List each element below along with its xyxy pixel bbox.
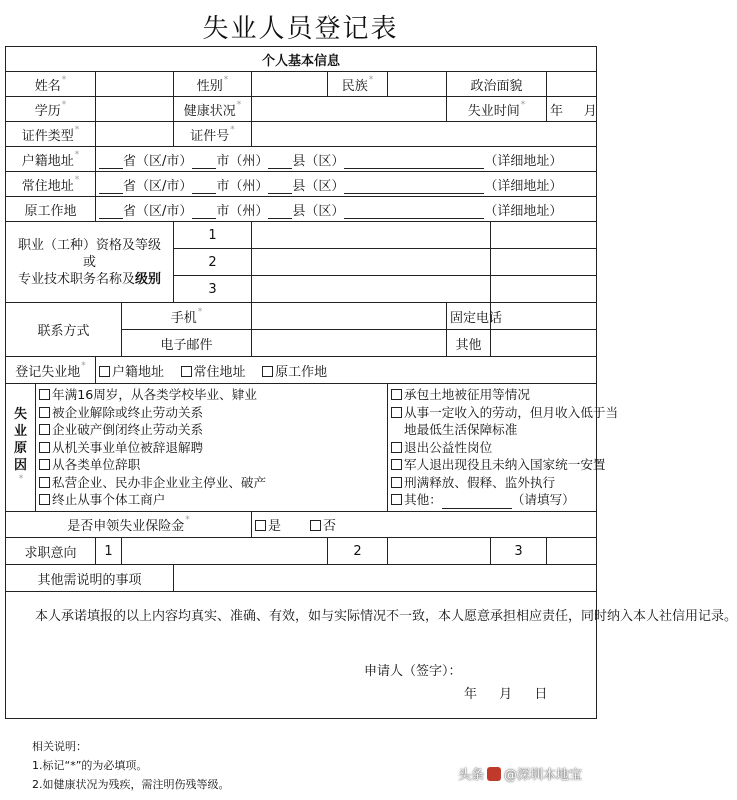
watermark: 头条 @深圳本地宝 [458, 768, 583, 783]
occupation-label: 职业（工种）资格及等级 或 专业技术职务名称及级别 [6, 222, 174, 303]
reason-option[interactable]: 从事一定收入的劳动，但月收入低于当 [391, 404, 593, 422]
political-field[interactable] [547, 72, 597, 97]
job-intent-num-2: 2 [328, 538, 388, 565]
registration-form [5, 46, 737, 719]
reason-option[interactable]: 退出公益性岗位 [391, 439, 593, 457]
reason-option[interactable]: 刑满释放、假释、监外执行 [391, 474, 593, 492]
occupation-num-1: 1 [174, 222, 252, 249]
watermark-logo-icon [487, 767, 501, 781]
education-field[interactable] [96, 97, 174, 122]
landline-field[interactable] [491, 303, 597, 330]
former-workplace-label: 原工作地 [6, 197, 96, 222]
other-notes-label: 其他需说明的事项 [6, 565, 174, 592]
reason-option[interactable]: 从各类单位辞职 [39, 456, 384, 474]
email-field[interactable] [252, 330, 447, 357]
reg-place-former-checkbox[interactable]: 原工作地 [262, 365, 327, 380]
unemp-time-label: 失业时间* [447, 97, 547, 122]
ethnicity-label: 民族* [328, 72, 388, 97]
insurance-yes-checkbox[interactable]: 是 [255, 519, 281, 534]
health-field[interactable] [252, 97, 447, 122]
note-item-1: 1.标记“*”的为必填项。 [32, 759, 148, 772]
huji-address-label: 户籍地址* [6, 147, 96, 172]
notes-section [32, 737, 230, 794]
reg-place-huji-checkbox[interactable]: 户籍地址 [99, 365, 164, 380]
applicant-signature[interactable]: 申请人（签字）： [364, 663, 462, 679]
commitment-text: 本人承诺填报的以上内容均真实、准确、有效，如与实际情况不一致，本人愿意承担相应责任，同时纳入本人社信用记录。 [35, 608, 737, 624]
reason-label: 失业原因 * [6, 384, 36, 512]
id-type-label: 证件类型* [6, 122, 96, 147]
political-label: 政治面貌 [447, 72, 547, 97]
occupation-level-3[interactable] [491, 276, 597, 303]
email-label: 电子邮件 [122, 330, 252, 357]
current-address-label: 常住地址* [6, 172, 96, 197]
reason-option[interactable]: 私营企业、民办非企业业主停业、破产 [39, 474, 384, 492]
id-no-field[interactable] [252, 122, 597, 147]
insurance-options [252, 512, 597, 538]
gender-field[interactable] [252, 72, 328, 97]
occupation-num-2: 2 [174, 249, 252, 276]
name-field[interactable] [96, 72, 174, 97]
occupation-field-1[interactable] [252, 222, 491, 249]
id-type-field[interactable] [96, 122, 174, 147]
reason-option[interactable]: 年满16周岁，从各类学校毕业、肄业 [39, 386, 384, 404]
id-no-label: 证件号* [174, 122, 252, 147]
education-label: 学历* [6, 97, 96, 122]
name-label: 姓名* [6, 72, 96, 97]
reason-other-option[interactable]: 其他： （请填写） [391, 491, 593, 509]
job-intent-num-1: 1 [96, 538, 122, 565]
other-notes-field[interactable] [174, 565, 597, 592]
reg-place-current-checkbox[interactable]: 常住地址 [181, 365, 246, 380]
occupation-level-1[interactable] [491, 222, 597, 249]
job-intent-field-3[interactable] [547, 538, 597, 565]
reg-place-label: 登记失业地* [6, 357, 96, 384]
reg-place-options [96, 357, 597, 384]
reason-option[interactable]: 企业破产倒闭终止劳动关系 [39, 421, 384, 439]
reason-option[interactable]: 从机关事业单位被辞退解聘 [39, 439, 384, 457]
insurance-label: 是否申领失业保险金* [6, 512, 252, 538]
occupation-num-3: 3 [174, 276, 252, 303]
former-workplace-field[interactable]: 省（区/市） 市（州） 县（区） （详细地址） [96, 197, 597, 222]
health-label: 健康状况* [174, 97, 252, 122]
unemp-time-field[interactable]: 年 月 [547, 97, 597, 122]
job-intent-field-1[interactable] [122, 538, 328, 565]
other-contact-field[interactable] [491, 330, 597, 357]
signature-date: 年 月 日 [464, 686, 548, 702]
current-address-field[interactable]: 省（区/市） 市（州） 县（区） （详细地址） [96, 172, 597, 197]
note-item-2: 2.如健康状况为残疾，需注明伤残等级。 [32, 778, 230, 791]
ethnicity-field[interactable] [388, 72, 447, 97]
landline-label: 固定电话 [447, 303, 491, 330]
job-intent-field-2[interactable] [388, 538, 491, 565]
mobile-label: 手机* [122, 303, 252, 330]
contact-label: 联系方式 [6, 303, 122, 357]
insurance-no-checkbox[interactable]: 否 [310, 519, 336, 534]
reason-option[interactable]: 终止从事个体工商户 [39, 491, 384, 509]
job-intent-num-3: 3 [491, 538, 547, 565]
section-basic-info: 个人基本信息 [6, 47, 597, 72]
notes-title: 相关说明： [32, 740, 87, 753]
other-contact-label: 其他 [447, 330, 491, 357]
occupation-field-2[interactable] [252, 249, 491, 276]
occupation-level-2[interactable] [491, 249, 597, 276]
mobile-field[interactable] [252, 303, 447, 330]
occupation-field-3[interactable] [252, 276, 491, 303]
reason-left-options [36, 384, 388, 512]
commitment-statement [6, 592, 737, 719]
reason-option[interactable]: 承包土地被征用等情况 [391, 386, 593, 404]
reason-right-options [388, 384, 619, 512]
form-title: 失业人员登记表 [202, 14, 399, 44]
job-intent-label: 求职意向 [6, 538, 96, 565]
reason-option-continued: 地最低生活保障标准 [404, 422, 518, 438]
gender-label: 性别* [174, 72, 252, 97]
reason-option[interactable]: 被企业解除或终止劳动关系 [39, 404, 384, 422]
reason-option[interactable]: 军人退出现役且未纳入国家统一安置 [391, 456, 593, 474]
huji-address-field[interactable]: 省（区/市） 市（州） 县（区） （详细地址） [96, 147, 597, 172]
